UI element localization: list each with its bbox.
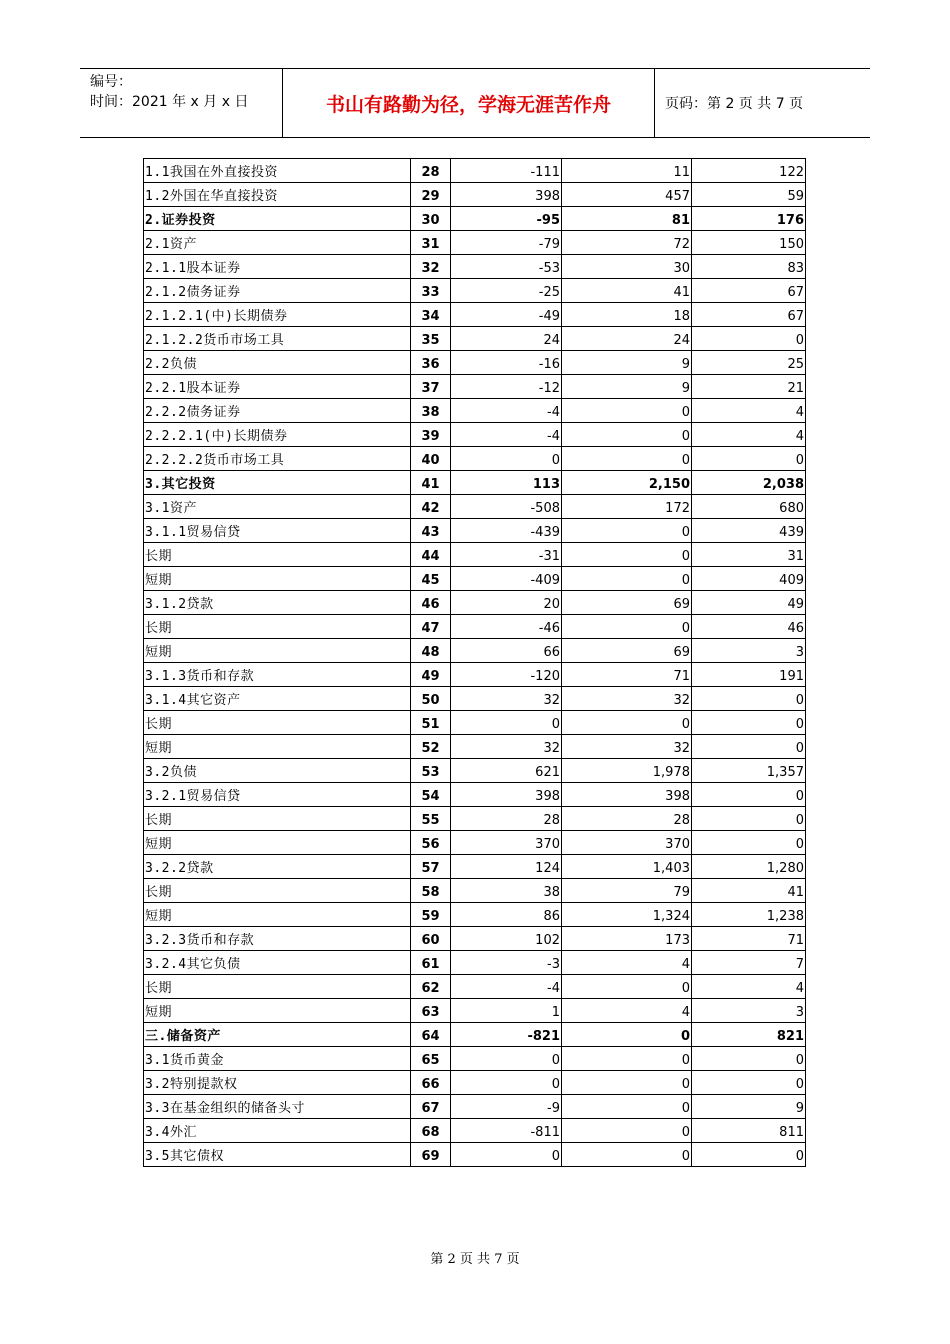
row-label: 长期 <box>144 807 411 831</box>
row-label: 长期 <box>144 615 411 639</box>
row-value-2: 0 <box>562 567 692 591</box>
row-value-2: 0 <box>562 1023 692 1047</box>
row-number: 45 <box>411 567 451 591</box>
row-label: 3.1货币黄金 <box>144 1047 411 1071</box>
row-label: 3.2.2贷款 <box>144 855 411 879</box>
row-label: 3.2.3货币和存款 <box>144 927 411 951</box>
row-value-1: -409 <box>451 567 562 591</box>
row-value-2: 1,403 <box>562 855 692 879</box>
row-label: 2.2负债 <box>144 351 411 375</box>
table-row <box>144 303 806 327</box>
row-number: 38 <box>411 399 451 423</box>
row-value-3: 1,238 <box>692 903 806 927</box>
table-row <box>144 351 806 375</box>
row-value-3: 0 <box>692 783 806 807</box>
motto-cell <box>282 69 655 137</box>
table-row <box>144 759 806 783</box>
row-label: 3.3在基金组织的储备头寸 <box>144 1095 411 1119</box>
header-meta-cell <box>80 69 282 137</box>
row-value-2: 0 <box>562 423 692 447</box>
row-number: 34 <box>411 303 451 327</box>
row-value-2: 0 <box>562 711 692 735</box>
row-value-1: -53 <box>451 255 562 279</box>
row-value-1: 370 <box>451 831 562 855</box>
row-number: 56 <box>411 831 451 855</box>
row-label: 2.2.2债务证券 <box>144 399 411 423</box>
table-row <box>144 831 806 855</box>
row-value-1: 28 <box>451 807 562 831</box>
row-value-1: -821 <box>451 1023 562 1047</box>
row-number: 55 <box>411 807 451 831</box>
row-label: 2.1.2债务证券 <box>144 279 411 303</box>
serial-label: 编号： <box>90 74 132 90</box>
row-value-3: 0 <box>692 327 806 351</box>
row-value-2: 11 <box>562 159 692 183</box>
table-row <box>144 975 806 999</box>
row-value-3: 3 <box>692 999 806 1023</box>
table-row <box>144 207 806 231</box>
row-number: 54 <box>411 783 451 807</box>
row-label: 2.2.2.1(中)长期债券 <box>144 423 411 447</box>
row-number: 43 <box>411 519 451 543</box>
table-row <box>144 375 806 399</box>
table-row <box>144 711 806 735</box>
table-row <box>144 1047 806 1071</box>
row-value-1: 0 <box>451 447 562 471</box>
row-value-2: 0 <box>562 1047 692 1071</box>
row-label: 长期 <box>144 543 411 567</box>
row-value-1: -25 <box>451 279 562 303</box>
row-value-3: 176 <box>692 207 806 231</box>
row-label: 短期 <box>144 903 411 927</box>
row-value-2: 28 <box>562 807 692 831</box>
row-value-1: -3 <box>451 951 562 975</box>
row-value-2: 69 <box>562 639 692 663</box>
balance-table <box>143 158 806 1167</box>
row-label: 2.2.2.2货币市场工具 <box>144 447 411 471</box>
row-number: 35 <box>411 327 451 351</box>
row-value-1: 0 <box>451 1071 562 1095</box>
table-row <box>144 1095 806 1119</box>
row-value-1: 32 <box>451 735 562 759</box>
table-row <box>144 615 806 639</box>
row-value-3: 0 <box>692 1143 806 1167</box>
row-value-1: 66 <box>451 639 562 663</box>
row-label: 3.1.3货币和存款 <box>144 663 411 687</box>
row-value-1: -46 <box>451 615 562 639</box>
row-value-2: 173 <box>562 927 692 951</box>
row-number: 47 <box>411 615 451 639</box>
row-value-3: 31 <box>692 543 806 567</box>
row-value-3: 4 <box>692 423 806 447</box>
row-value-3: 680 <box>692 495 806 519</box>
row-value-1: 86 <box>451 903 562 927</box>
row-label: 长期 <box>144 975 411 999</box>
row-number: 28 <box>411 159 451 183</box>
row-label: 短期 <box>144 999 411 1023</box>
row-number: 31 <box>411 231 451 255</box>
table-row <box>144 399 806 423</box>
page-header <box>80 68 870 138</box>
row-number: 44 <box>411 543 451 567</box>
row-label: 3.其它投资 <box>144 471 411 495</box>
row-value-3: 0 <box>692 687 806 711</box>
table-row <box>144 567 806 591</box>
row-value-3: 2,038 <box>692 471 806 495</box>
table-row <box>144 663 806 687</box>
row-value-1: -4 <box>451 399 562 423</box>
row-value-1: -4 <box>451 975 562 999</box>
motto-text: 书山有路勤为径，学海无涯苦作舟 <box>325 93 611 116</box>
row-label: 2.1.2.2货币市场工具 <box>144 327 411 351</box>
row-label: 2.2.1股本证券 <box>144 375 411 399</box>
table-row <box>144 687 806 711</box>
row-value-3: 4 <box>692 399 806 423</box>
row-value-2: 370 <box>562 831 692 855</box>
row-value-2: 0 <box>562 1143 692 1167</box>
row-value-3: 83 <box>692 255 806 279</box>
row-value-2: 9 <box>562 351 692 375</box>
row-value-3: 1,357 <box>692 759 806 783</box>
row-value-2: 398 <box>562 783 692 807</box>
row-value-2: 0 <box>562 543 692 567</box>
table-row <box>144 423 806 447</box>
table-row <box>144 807 806 831</box>
row-value-3: 0 <box>692 831 806 855</box>
row-value-3: 67 <box>692 279 806 303</box>
row-value-3: 439 <box>692 519 806 543</box>
row-value-2: 4 <box>562 951 692 975</box>
row-value-1: -120 <box>451 663 562 687</box>
row-number: 67 <box>411 1095 451 1119</box>
row-number: 69 <box>411 1143 451 1167</box>
page-info-text: 页码：第 2 页 共 7 页 <box>665 96 804 112</box>
row-number: 68 <box>411 1119 451 1143</box>
row-value-2: 30 <box>562 255 692 279</box>
row-label: 3.4外汇 <box>144 1119 411 1143</box>
row-value-1: -16 <box>451 351 562 375</box>
row-number: 50 <box>411 687 451 711</box>
row-number: 60 <box>411 927 451 951</box>
row-value-3: 59 <box>692 183 806 207</box>
row-number: 57 <box>411 855 451 879</box>
row-value-2: 32 <box>562 687 692 711</box>
row-label: 3.2.1贸易信贷 <box>144 783 411 807</box>
row-value-1: -12 <box>451 375 562 399</box>
row-value-3: 25 <box>692 351 806 375</box>
row-label: 3.1.4其它资产 <box>144 687 411 711</box>
row-value-2: 79 <box>562 879 692 903</box>
row-value-1: -811 <box>451 1119 562 1143</box>
row-label: 2.证券投资 <box>144 207 411 231</box>
row-value-1: -49 <box>451 303 562 327</box>
row-value-3: 0 <box>692 447 806 471</box>
row-value-1: 0 <box>451 1047 562 1071</box>
row-value-3: 21 <box>692 375 806 399</box>
table-row <box>144 1023 806 1047</box>
row-value-2: 71 <box>562 663 692 687</box>
row-value-2: 32 <box>562 735 692 759</box>
table-row <box>144 231 806 255</box>
row-number: 32 <box>411 255 451 279</box>
row-number: 61 <box>411 951 451 975</box>
row-number: 30 <box>411 207 451 231</box>
row-label: 2.1.2.1(中)长期债券 <box>144 303 411 327</box>
table-row <box>144 927 806 951</box>
row-number: 64 <box>411 1023 451 1047</box>
row-number: 42 <box>411 495 451 519</box>
row-label: 短期 <box>144 639 411 663</box>
row-label: 三.储备资产 <box>144 1023 411 1047</box>
row-label: 短期 <box>144 735 411 759</box>
row-value-2: 1,324 <box>562 903 692 927</box>
row-number: 40 <box>411 447 451 471</box>
table-row <box>144 183 806 207</box>
row-label: 3.1资产 <box>144 495 411 519</box>
row-value-1: 20 <box>451 591 562 615</box>
table-row <box>144 471 806 495</box>
row-value-2: 4 <box>562 999 692 1023</box>
row-value-3: 0 <box>692 807 806 831</box>
row-value-1: 113 <box>451 471 562 495</box>
row-number: 46 <box>411 591 451 615</box>
row-label: 3.1.2贷款 <box>144 591 411 615</box>
balance-table-body <box>144 159 806 1167</box>
row-number: 65 <box>411 1047 451 1071</box>
table-row <box>144 519 806 543</box>
row-value-2: 0 <box>562 399 692 423</box>
row-value-3: 821 <box>692 1023 806 1047</box>
row-label: 3.2负债 <box>144 759 411 783</box>
table-row <box>144 543 806 567</box>
row-value-2: 0 <box>562 1119 692 1143</box>
table-row <box>144 255 806 279</box>
row-number: 36 <box>411 351 451 375</box>
row-value-3: 409 <box>692 567 806 591</box>
row-value-3: 1,280 <box>692 855 806 879</box>
row-value-1: -95 <box>451 207 562 231</box>
footer-page-number: 第 2 页 共 7 页 <box>430 1252 520 1267</box>
row-number: 53 <box>411 759 451 783</box>
table-row <box>144 951 806 975</box>
row-value-2: 72 <box>562 231 692 255</box>
row-value-3: 4 <box>692 975 806 999</box>
row-label: 1.1我国在外直接投资 <box>144 159 411 183</box>
row-number: 49 <box>411 663 451 687</box>
row-value-2: 0 <box>562 975 692 999</box>
row-label: 短期 <box>144 567 411 591</box>
table-row <box>144 1143 806 1167</box>
row-number: 51 <box>411 711 451 735</box>
table-row <box>144 279 806 303</box>
row-value-3: 9 <box>692 1095 806 1119</box>
table-row <box>144 735 806 759</box>
row-number: 48 <box>411 639 451 663</box>
row-value-3: 811 <box>692 1119 806 1143</box>
table-row <box>144 903 806 927</box>
row-label: 3.1.1贸易信贷 <box>144 519 411 543</box>
row-value-2: 69 <box>562 591 692 615</box>
row-label: 3.2特别提款权 <box>144 1071 411 1095</box>
row-number: 39 <box>411 423 451 447</box>
table-row <box>144 783 806 807</box>
row-label: 短期 <box>144 831 411 855</box>
table-row <box>144 1071 806 1095</box>
row-value-1: 38 <box>451 879 562 903</box>
row-value-2: 0 <box>562 1071 692 1095</box>
row-value-2: 41 <box>562 279 692 303</box>
row-value-3: 0 <box>692 1071 806 1095</box>
row-label: 长期 <box>144 711 411 735</box>
row-value-1: 124 <box>451 855 562 879</box>
table-row <box>144 591 806 615</box>
row-number: 59 <box>411 903 451 927</box>
row-value-1: -4 <box>451 423 562 447</box>
row-value-3: 0 <box>692 711 806 735</box>
row-number: 33 <box>411 279 451 303</box>
row-value-2: 0 <box>562 447 692 471</box>
row-value-3: 122 <box>692 159 806 183</box>
table-row <box>144 327 806 351</box>
row-value-2: 81 <box>562 207 692 231</box>
row-label: 3.5其它债权 <box>144 1143 411 1167</box>
row-value-2: 457 <box>562 183 692 207</box>
row-value-2: 0 <box>562 519 692 543</box>
row-value-3: 67 <box>692 303 806 327</box>
table-row <box>144 159 806 183</box>
row-value-1: -508 <box>451 495 562 519</box>
row-value-2: 1,978 <box>562 759 692 783</box>
row-label: 3.2.4其它负债 <box>144 951 411 975</box>
row-value-3: 191 <box>692 663 806 687</box>
row-value-1: 398 <box>451 183 562 207</box>
row-value-1: -9 <box>451 1095 562 1119</box>
row-number: 62 <box>411 975 451 999</box>
table-row <box>144 999 806 1023</box>
table-row <box>144 495 806 519</box>
row-value-1: -439 <box>451 519 562 543</box>
row-value-3: 0 <box>692 1047 806 1071</box>
row-value-1: 32 <box>451 687 562 711</box>
row-number: 41 <box>411 471 451 495</box>
row-value-2: 18 <box>562 303 692 327</box>
page-footer <box>0 1248 950 1267</box>
row-value-3: 150 <box>692 231 806 255</box>
row-value-1: -111 <box>451 159 562 183</box>
row-value-1: 0 <box>451 711 562 735</box>
row-value-3: 7 <box>692 951 806 975</box>
row-value-1: 1 <box>451 999 562 1023</box>
row-value-1: 0 <box>451 1143 562 1167</box>
time-label: 时间：2021 年 x 月 x 日 <box>90 94 249 110</box>
row-label: 1.2外国在华直接投资 <box>144 183 411 207</box>
row-value-1: 102 <box>451 927 562 951</box>
row-number: 29 <box>411 183 451 207</box>
row-value-2: 172 <box>562 495 692 519</box>
table-row <box>144 1119 806 1143</box>
row-label: 2.1.1股本证券 <box>144 255 411 279</box>
table-row <box>144 855 806 879</box>
row-value-2: 0 <box>562 615 692 639</box>
row-value-3: 46 <box>692 615 806 639</box>
row-number: 66 <box>411 1071 451 1095</box>
row-value-3: 3 <box>692 639 806 663</box>
row-number: 63 <box>411 999 451 1023</box>
row-value-1: 621 <box>451 759 562 783</box>
table-row <box>144 447 806 471</box>
row-label: 2.1资产 <box>144 231 411 255</box>
row-value-2: 2,150 <box>562 471 692 495</box>
row-value-2: 0 <box>562 1095 692 1119</box>
row-number: 52 <box>411 735 451 759</box>
table-row <box>144 879 806 903</box>
row-value-3: 49 <box>692 591 806 615</box>
row-number: 37 <box>411 375 451 399</box>
row-value-2: 9 <box>562 375 692 399</box>
row-value-1: 24 <box>451 327 562 351</box>
row-label: 长期 <box>144 879 411 903</box>
page-info-cell <box>655 69 870 137</box>
table-row <box>144 639 806 663</box>
row-value-1: -31 <box>451 543 562 567</box>
row-value-3: 0 <box>692 735 806 759</box>
row-value-1: 398 <box>451 783 562 807</box>
row-value-2: 24 <box>562 327 692 351</box>
row-value-1: -79 <box>451 231 562 255</box>
row-number: 58 <box>411 879 451 903</box>
row-value-3: 41 <box>692 879 806 903</box>
row-value-3: 71 <box>692 927 806 951</box>
